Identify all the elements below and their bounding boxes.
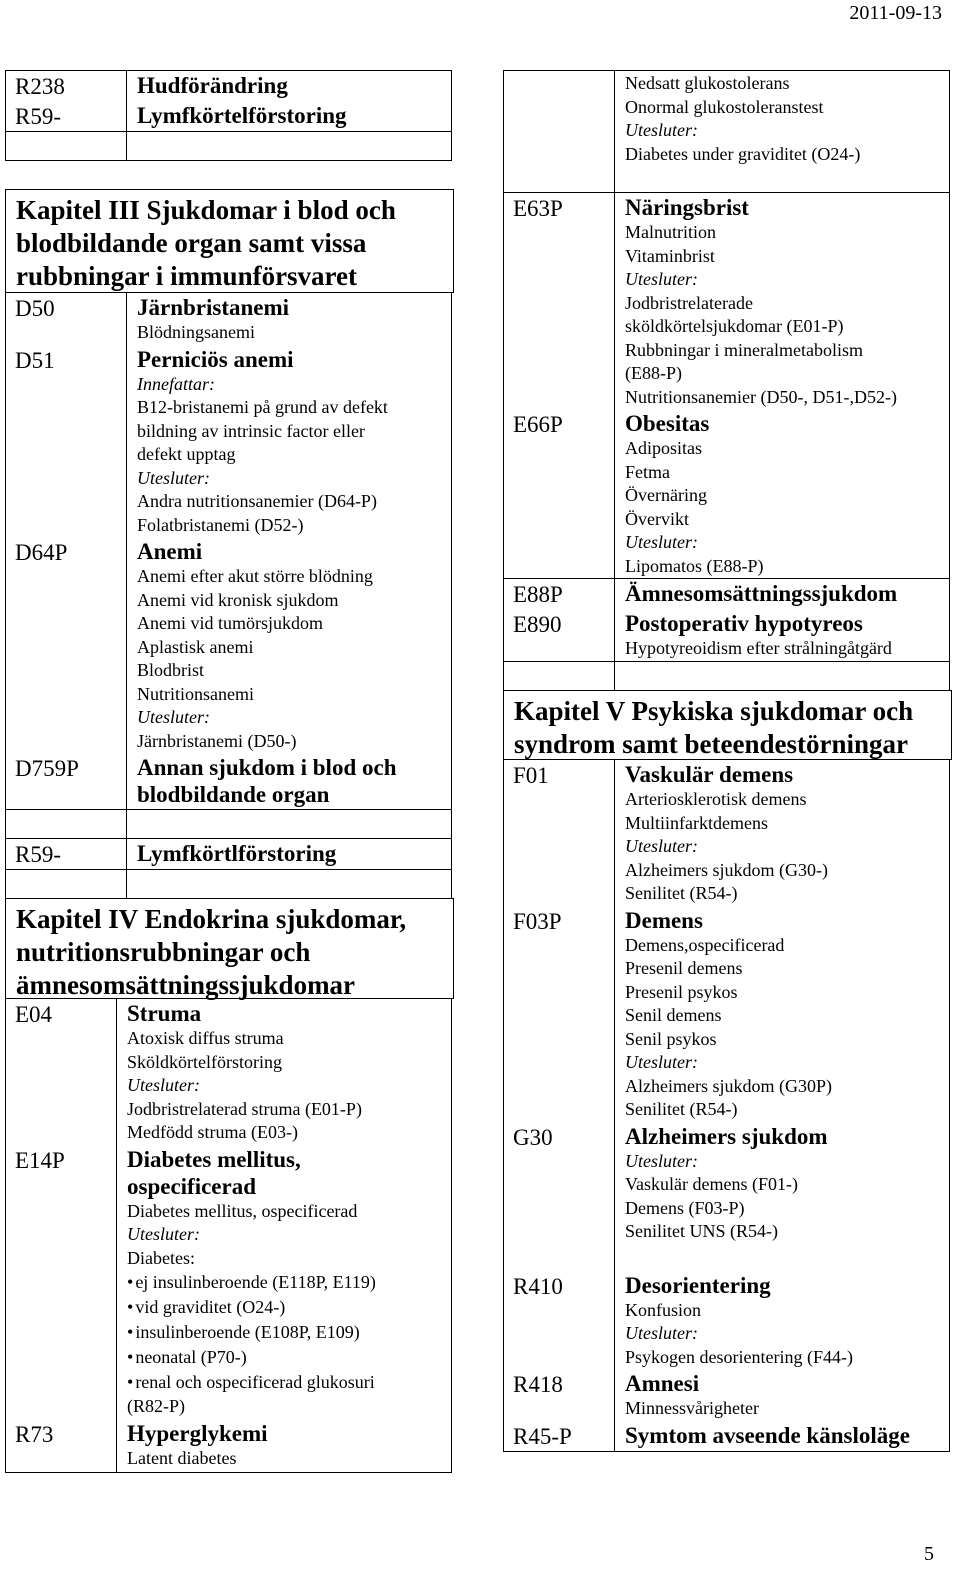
- excludes-label: Utesluter:: [127, 1075, 200, 1095]
- desc-cell: [127, 839, 452, 870]
- entry-title: Vaskulär demens: [625, 762, 794, 787]
- entry-title: Amnesi: [625, 1371, 700, 1396]
- excludes-label: Utesluter:: [625, 1052, 698, 1072]
- entry-title: Perniciös anemi: [137, 346, 294, 372]
- entry-item: Onormal glukostoleranstest: [625, 96, 824, 117]
- excludes-label: Utesluter:: [625, 1323, 698, 1343]
- excludes-label: Utesluter:: [625, 532, 698, 552]
- entry-item: Demens (F03-P): [625, 1197, 745, 1218]
- chapter-3-line-1: Kapitel III Sjukdomar i blod och: [16, 195, 396, 225]
- entry-item: Vitaminbrist: [625, 245, 715, 266]
- table-row: [6, 293, 452, 345]
- entry-title: Postoperativ hypotyreos: [625, 611, 863, 636]
- spacer-row: [6, 870, 452, 899]
- code-cell: R73: [6, 1419, 117, 1473]
- table-row: [6, 71, 452, 102]
- entry-item: Senilitet (R54-): [625, 1099, 738, 1119]
- entry-title: Hudförändring: [137, 73, 288, 98]
- table-row: [504, 1369, 950, 1421]
- table-row: [6, 1419, 452, 1473]
- table-row: [6, 537, 452, 753]
- entry-item: Nutritionsanemi: [137, 683, 254, 704]
- code-cell: E88P: [504, 579, 615, 610]
- code-cell: F03P: [504, 906, 615, 1122]
- entry-item: Blodbrist: [137, 660, 205, 680]
- code-cell: R59-: [6, 839, 127, 870]
- desc-cell: [127, 345, 452, 538]
- code-cell: D64P: [6, 537, 127, 753]
- excludes-label: Utesluter:: [625, 120, 698, 140]
- entry-item: Psykogen desorientering (F44-): [625, 1346, 853, 1367]
- entry-item: Aplastisk anemi: [137, 636, 254, 657]
- entry-item: Anemi vid kronisk sjukdom: [137, 589, 339, 610]
- table-row: [6, 345, 452, 538]
- code-cell: G30: [504, 1122, 615, 1271]
- entry-item: Atoxisk diffus struma: [127, 1028, 284, 1048]
- entry-title: Obesitas: [625, 411, 710, 436]
- table-row: [6, 1145, 452, 1419]
- spacer-row: [6, 810, 452, 839]
- bullet-continuation: (R82-P): [127, 1396, 185, 1416]
- entry-item: Folatbristanemi (D52-): [137, 514, 304, 535]
- desc-cell: [117, 1419, 452, 1473]
- desc-cell: [615, 579, 950, 610]
- code-cell: E66P: [504, 409, 615, 579]
- entry-title: Struma: [127, 1001, 202, 1026]
- chapter-4-line-1: Kapitel IV Endokrina sjukdomar,: [16, 904, 407, 934]
- chapter-5-line-2: syndrom samt beteendestörningar: [514, 729, 908, 759]
- table-row: [504, 1122, 950, 1271]
- entry-item: Fetma: [625, 461, 670, 482]
- code-cell: E63P: [504, 193, 615, 410]
- entry-item: Lipomatos (E88-P): [625, 555, 764, 576]
- bullet-item: • insulinberoende (E108P, E109): [127, 1320, 447, 1345]
- excludes-label: Utesluter:: [625, 269, 698, 289]
- code-cell: D759P: [6, 753, 127, 810]
- table-row: [504, 193, 950, 410]
- code-cell: D50: [6, 293, 127, 345]
- entry-item: Rubbningar i mineralmetabolism: [625, 339, 863, 360]
- entry-title: Lymfkörtlförstoring: [137, 841, 337, 866]
- entry-title: Anemi: [137, 539, 203, 564]
- entry-item: Hypotyreoidism efter strålningåtgärd: [625, 638, 892, 658]
- entry-item: defekt upptag: [137, 444, 236, 464]
- entry-title: Hyperglykemi: [127, 1420, 268, 1446]
- chapter-3-heading: [5, 189, 454, 293]
- entry-item: Anemi vid tumörsjukdom: [137, 613, 323, 633]
- table-row: [504, 71, 950, 193]
- desc-cell: [615, 71, 950, 193]
- entry-item: Diabetes:: [127, 1247, 195, 1268]
- desc-cell: [117, 999, 452, 1145]
- entry-item: Senil psykos: [625, 1028, 717, 1049]
- table-row: [504, 760, 950, 906]
- chapter-5-heading: [503, 690, 952, 760]
- entry-item: (E88-P): [625, 363, 682, 383]
- entry-item: Alzheimers sjukdom (G30P): [625, 1075, 832, 1096]
- code-cell: R410: [504, 1271, 615, 1370]
- entry-item: Vaskulär demens (F01-): [625, 1174, 798, 1194]
- entry-item: sköldkörtelsjukdomar (E01-P): [625, 316, 844, 336]
- chapter-4-line-2: nutritionsrubbningar och: [16, 937, 311, 967]
- chapter-4-table: [5, 998, 452, 1473]
- excludes-label: Utesluter:: [625, 836, 698, 856]
- desc-cell: [615, 409, 950, 579]
- entry-item: Konfusion: [625, 1299, 701, 1320]
- entry-title: Demens: [625, 907, 703, 933]
- bullet-item: • neonatal (P70-): [127, 1345, 447, 1370]
- code-cell: E04: [6, 999, 117, 1145]
- entry-item: Andra nutritionsanemier (D64-P): [137, 491, 377, 511]
- entry-item: Övernäring: [625, 485, 707, 505]
- excludes-label: Utesluter:: [625, 1150, 698, 1171]
- table-row: [504, 1271, 950, 1370]
- desc-cell: [127, 293, 452, 345]
- desc-cell: [615, 609, 950, 661]
- entry-title: ospecificerad: [127, 1173, 257, 1199]
- entry-item: Diabetes under graviditet (O24-): [625, 143, 861, 164]
- bullet-item: • ej insulinberoende (E118P, E119): [127, 1270, 447, 1295]
- chapter-5-line-1: Kapitel V Psykiska sjukdomar och: [514, 696, 914, 726]
- code-cell: [504, 71, 615, 193]
- entry-item: Alzheimers sjukdom (G30-): [625, 859, 828, 880]
- entry-title: Järnbristanemi: [137, 295, 290, 320]
- desc-cell: [615, 1421, 950, 1452]
- entry-item: B12-bristanemi på grund av defekt: [137, 397, 388, 417]
- code-cell: R418: [504, 1369, 615, 1421]
- entry-item: Diabetes mellitus, ospecificerad: [127, 1200, 358, 1221]
- entry-title: Desorientering: [625, 1272, 771, 1298]
- desc-cell: [127, 71, 452, 102]
- entry-item: Anemi efter akut större blödning: [137, 566, 373, 586]
- chapter-3-line-2: blodbildande organ samt vissa: [16, 228, 367, 258]
- entry-item: Järnbristanemi (D50-): [137, 730, 297, 751]
- spacer-row: [6, 132, 452, 161]
- left-top-table: [5, 70, 452, 161]
- desc-cell: [127, 101, 452, 132]
- spacer-row: [504, 661, 950, 690]
- includes-label: Innefattar:: [137, 373, 215, 394]
- chapter-4-heading: [5, 898, 454, 999]
- entry-title: Ämnesomsättningssjukdom: [625, 581, 898, 606]
- desc-cell: [117, 1145, 452, 1419]
- entry-item: Minnessvårigheter: [625, 1398, 759, 1418]
- desc-cell: [615, 760, 950, 906]
- document-date: 2011-09-13: [849, 2, 942, 24]
- entry-title: Lymfkörtelförstoring: [137, 103, 347, 128]
- entry-title: Annan sjukdom i blod och: [137, 755, 397, 780]
- table-row: [6, 999, 452, 1145]
- entry-item: Multiinfarktdemens: [625, 812, 768, 833]
- entry-title: Näringsbrist: [625, 195, 749, 220]
- desc-cell: [615, 906, 950, 1122]
- code-cell: E890: [504, 609, 615, 661]
- desc-cell: [127, 537, 452, 753]
- desc-cell: [127, 753, 452, 810]
- excludes-label: Utesluter:: [127, 1224, 200, 1244]
- chapter-3-line-3: rubbningar i immunförsvaret: [16, 261, 358, 291]
- entry-title: Alzheimers sjukdom: [625, 1123, 828, 1149]
- code-cell: R45-P: [504, 1421, 615, 1452]
- excludes-label: Utesluter:: [137, 467, 210, 488]
- entry-item: Arteriosklerotisk demens: [625, 789, 807, 809]
- code-cell: E14P: [6, 1145, 117, 1419]
- bullet-item: • vid graviditet (O24-): [127, 1295, 447, 1320]
- entry-item: bildning av intrinsic factor eller: [137, 420, 365, 441]
- page-number: 5: [924, 1543, 934, 1565]
- code-cell: R59-: [6, 101, 127, 132]
- entry-item: Sköldkörtelförstoring: [127, 1051, 282, 1072]
- chapter-4-line-3: ämnesomsättningssjukdomar: [16, 970, 356, 1000]
- entry-item: Nutritionsanemier (D50-, D51-,D52-): [625, 386, 897, 407]
- code-cell: R238: [6, 71, 127, 102]
- table-row: [504, 409, 950, 579]
- table-row: [6, 753, 452, 810]
- desc-cell: [615, 1271, 950, 1370]
- table-row: [6, 839, 452, 870]
- table-row: [6, 101, 452, 132]
- entry-item: Demens,ospecificerad: [625, 934, 785, 955]
- entry-item: Jodbristrelaterad struma (E01-P): [127, 1098, 362, 1119]
- table-row: [504, 906, 950, 1122]
- entry-item: Senilitet (R54-): [625, 883, 738, 903]
- entry-item: Medfödd struma (E03-): [127, 1122, 298, 1142]
- entry-item: Nedsatt glukostolerans: [625, 73, 790, 93]
- desc-cell: [615, 1369, 950, 1421]
- entry-item: Övervikt: [625, 508, 689, 529]
- code-cell: F01: [504, 760, 615, 906]
- right-top-table: [503, 70, 950, 691]
- entry-item: Senil demens: [625, 1005, 722, 1025]
- chapter-5-table: [503, 759, 950, 1452]
- table-row: [504, 609, 950, 661]
- chapter-3-table: [5, 292, 452, 899]
- entry-item: Presenil demens: [625, 958, 743, 978]
- code-cell: D51: [6, 345, 127, 538]
- entry-item: Presenil psykos: [625, 981, 738, 1002]
- table-row: [504, 579, 950, 610]
- entry-item: Senilitet UNS (R54-): [625, 1221, 778, 1241]
- entry-title: Symtom avseende känsloläge: [625, 1422, 910, 1448]
- table-row: [504, 1421, 950, 1452]
- entry-item: Jodbristrelaterade: [625, 292, 753, 313]
- entry-title: blodbildande organ: [137, 782, 330, 807]
- entry-item: Malnutrition: [625, 222, 716, 242]
- excludes-label: Utesluter:: [137, 707, 210, 727]
- entry-item: Adipositas: [625, 438, 703, 458]
- desc-cell: [615, 1122, 950, 1271]
- desc-cell: [615, 193, 950, 410]
- entry-item: Blödningsanemi: [137, 322, 255, 342]
- entry-title: Diabetes mellitus,: [127, 1146, 301, 1172]
- bullet-item: • renal och ospecificerad glukosuri: [127, 1370, 447, 1395]
- entry-item: Latent diabetes: [127, 1447, 237, 1468]
